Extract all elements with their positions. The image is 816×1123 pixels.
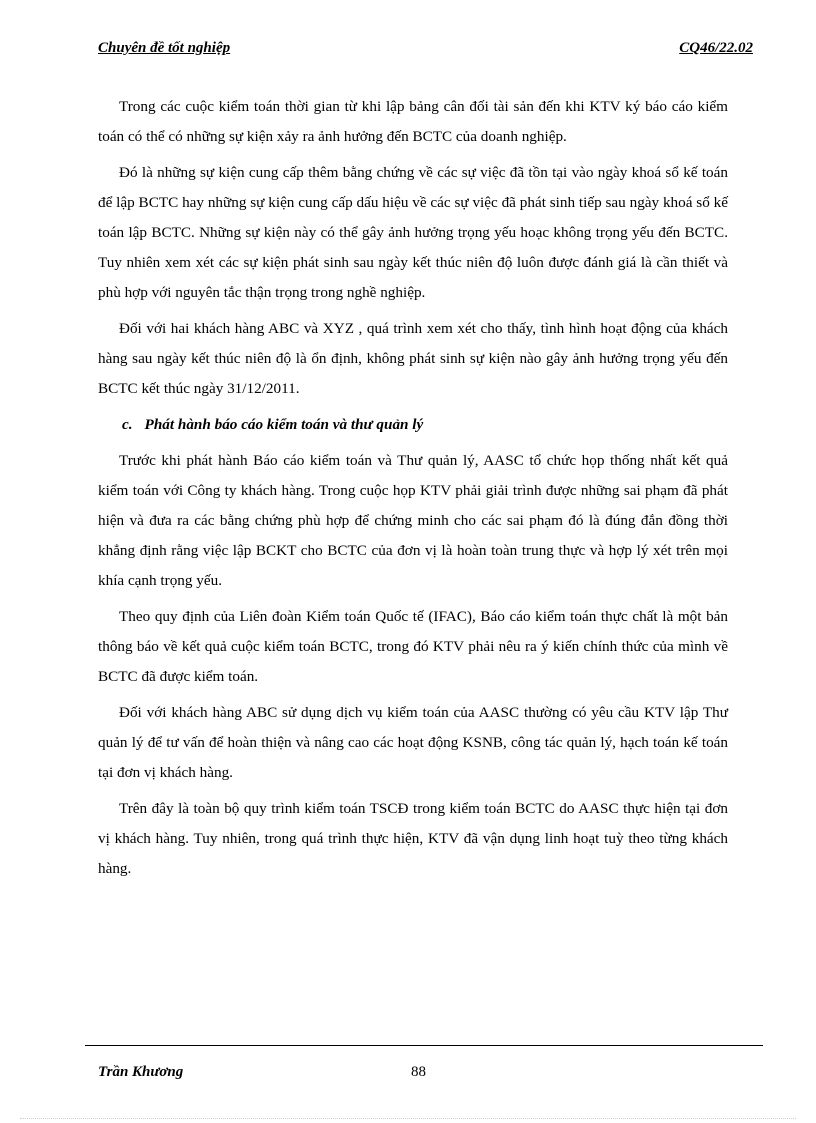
- page-header: [98, 40, 753, 64]
- paragraph-6: Đối với khách hàng ABC sử dụng dịch vụ kiểm toán của AASC thường có yêu cầu KTV lập Thư quản lý để tư vấn để hoàn thiện và nâng cao các hoạt động KSNB, công tác quản lý, hạch toán kế toán tại đơn vị khách hàng.: [98, 704, 728, 781]
- section-heading: [122, 410, 728, 440]
- page-footer: [98, 1064, 738, 1088]
- section-heading-text: Phát hành báo cáo kiểm toán và thư quản lý: [144, 416, 424, 433]
- paragraph-4: Trước khi phát hành Báo cáo kiểm toán và Thư quản lý, AASC tổ chức họp thống nhất kết quả kiểm toán với Công ty khách hàng. Trong cuộc họp KTV phải giải trình được những sai phạm đã phát hiện và đưa ra các bằng chứng phù hợp để chứng minh cho các sai phạm đó là đúng đắn đồng thời khẳng định rằng việc lập BCKT cho BCTC của đơn vị là hoàn toàn trung thực và hợp lý xét trên mọi khía cạnh trọng yếu.: [98, 452, 728, 589]
- paragraph-1: Trong các cuộc kiểm toán thời gian từ khi lập bảng cân đối tài sản đến khi KTV ký báo cáo kiểm toán có thể có những sự kiện xảy ra ảnh hưởng đến BCTC của doanh nghiệp.: [98, 98, 728, 145]
- page-bottom-edge: [20, 1118, 796, 1119]
- page-number: 88: [411, 1064, 426, 1080]
- section-heading-number: c.: [122, 416, 133, 433]
- paragraph-2: Đó là những sự kiện cung cấp thêm bằng chứng về các sự việc đã tồn tại vào ngày khoá sổ kế toán để lập BCTC hay những sự kiện cung cấp dấu hiệu về các sự việc đã phát sinh tiếp sau ngày khoá sổ kế toán lập BCTC. Những sự kiện này có thể gây ảnh hưởng trọng yếu hoạc không trọng yếu đến BCTC. Tuy nhiên xem xét các sự kiện phát sinh sau ngày kết thúc niên độ luôn được đánh giá là cần thiết và phù hợp với nguyên tắc thận trọng trong nghề nghiệp.: [98, 164, 728, 301]
- paragraph-7: Trên đây là toàn bộ quy trình kiểm toán TSCĐ trong kiểm toán BCTC do AASC thực hiện tại đơn vị khách hàng. Tuy nhiên, trong quá trình thực hiện, KTV đã vận dụng linh hoạt tuỳ theo từng khách hàng.: [98, 800, 728, 877]
- paragraph-3: Đối với hai khách hàng ABC và XYZ , quá trình xem xét cho thấy, tình hình hoạt động của khách hàng sau ngày kết thúc niên độ là ổn định, không phát sinh sự kiện nào gây ảnh hưởng trọng yếu đến BCTC kết thúc ngày 31/12/2011.: [98, 320, 728, 397]
- footer-author: Trần Khương: [98, 1064, 184, 1080]
- page-body: [98, 92, 728, 890]
- header-title: Chuyên đề tốt nghiệp: [98, 40, 231, 56]
- header-class-code: CQ46/22.02: [679, 40, 753, 56]
- paragraph-5: Theo quy định của Liên đoàn Kiểm toán Quốc tế (IFAC), Báo cáo kiểm toán thực chất là một bản thông báo về kết quả cuộc kiểm toán BCTC, trong đó KTV phải nêu ra ý kiến chính thức của mình về BCTC đã được kiểm toán.: [98, 608, 728, 685]
- footer-divider: [85, 1045, 763, 1046]
